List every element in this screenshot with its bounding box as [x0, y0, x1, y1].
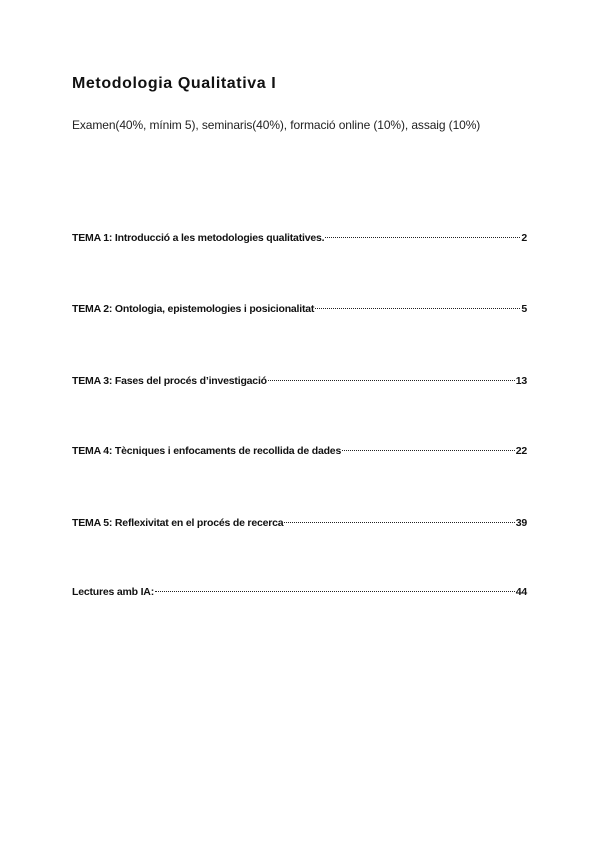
toc-entry-tema-4[interactable]: [72, 440, 527, 457]
toc-entry-lectures-ia[interactable]: [72, 581, 527, 598]
toc-page-number: 44: [515, 586, 527, 598]
toc-dot-leader: [315, 298, 520, 312]
toc-entry-tema-3[interactable]: [72, 370, 527, 387]
evaluation-summary: Examen(40%, mínim 5), seminaris(40%), formació online (10%), assaig (10%): [72, 118, 481, 132]
toc-page-number: 2: [521, 232, 527, 244]
toc-entry-label: TEMA 2: Ontologia, epistemologies i posicionalitat: [72, 303, 315, 315]
toc-entry-label: Lectures amb IA:: [72, 586, 154, 598]
toc-page-number: 13: [515, 375, 527, 387]
toc-entry-tema-1[interactable]: [72, 227, 527, 244]
toc-dot-leader: [342, 440, 515, 454]
toc-entry-label: TEMA 4: Tècniques i enfocaments de recollida de dades: [72, 445, 342, 457]
toc-entry-label: TEMA 3: Fases del procés d’investigació: [72, 375, 267, 387]
toc-entry-label: TEMA 1: Introducció a les metodologies qualitatives.: [72, 232, 325, 244]
toc-entry-tema-5[interactable]: [72, 512, 527, 529]
toc-entry-label: TEMA 5: Reflexivitat en el procés de recerca: [72, 517, 284, 529]
toc-dot-leader: [268, 370, 515, 384]
toc-page-number: 5: [521, 303, 527, 315]
toc-entry-tema-2[interactable]: [72, 298, 527, 315]
toc-dot-leader: [155, 581, 515, 595]
toc-page-number: 39: [515, 517, 527, 529]
toc-dot-leader: [325, 227, 520, 241]
document-title: Metodologia Qualitativa I: [72, 75, 277, 92]
toc-page-number: 22: [515, 445, 527, 457]
toc-dot-leader: [284, 512, 514, 526]
